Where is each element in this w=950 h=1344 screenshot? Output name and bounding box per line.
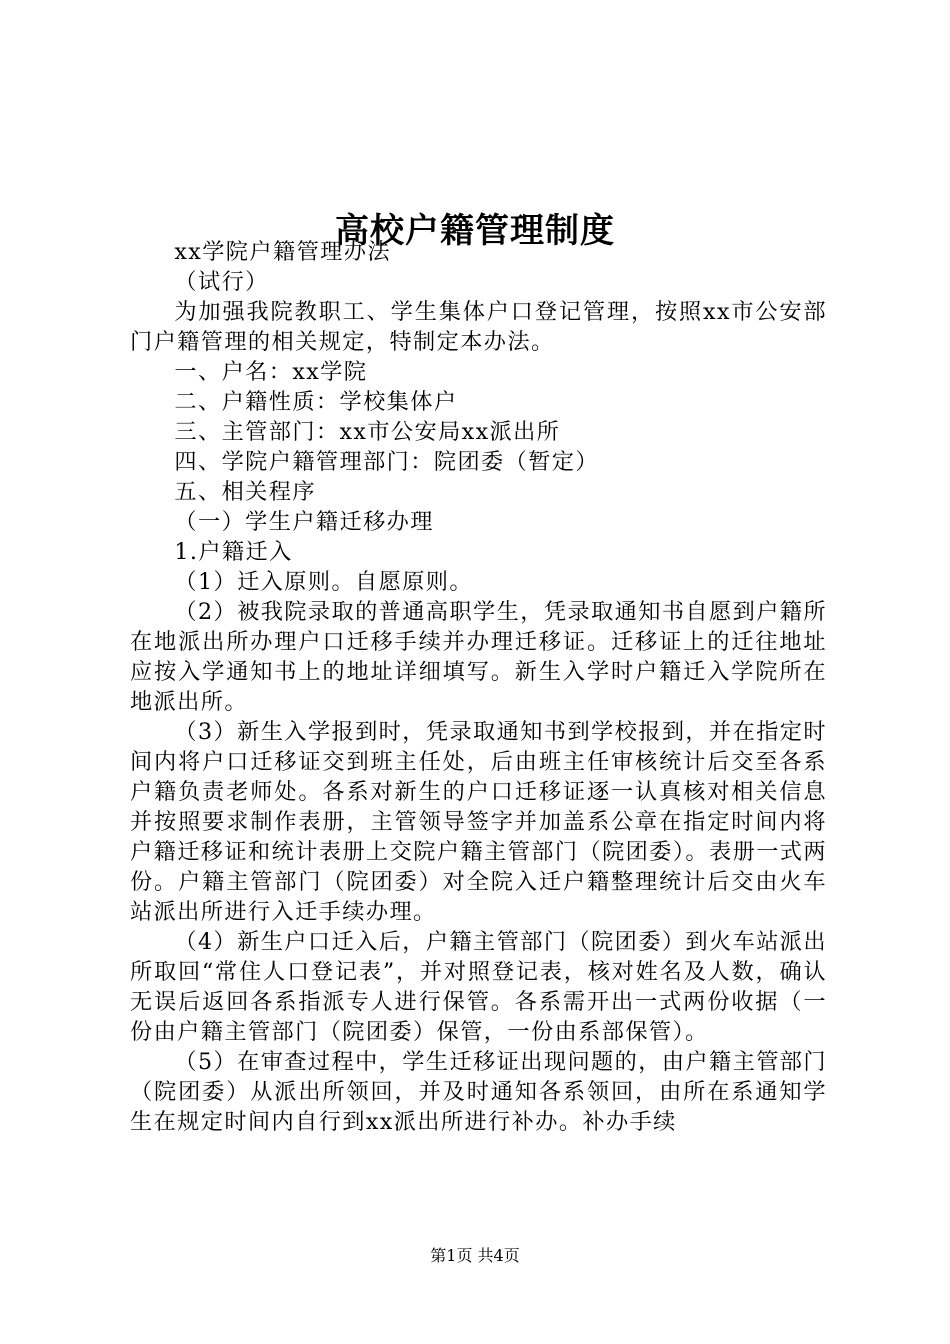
page-number: 第1页 共4页 [430,1246,520,1265]
item-household-name: 一、户名：xx学院 [174,359,368,385]
document-body [130,237,827,1137]
item-authority: 三、主管部门：xx市公安局xx派出所 [174,419,561,445]
paragraph-clause-3: （3）新生入学报到时，凭录取通知书到学校报到，并在指定时间内将户口迁移证交到班主任处，后由班主任审核统计后交至各系户籍负责老师处。各系对新生的户口迁移证逐一认真核对相关信息并按照要求制作表册，主管领导签字并加盖系公章在指定时间内将户籍迁移证和统计表册上交院户籍主管部门（院团委）。表册一式两份。户籍主管部门（院团委）对全院入迁户籍整理统计后交由火车站派出所进行入迁手续办理。 [130,719,827,925]
paragraph-intro: 为加强我院教职工、学生集体户口登记管理，按照xx市公安部门户籍管理的相关规定，特制定本办法。 [130,299,827,355]
subheading-transfer-in: 1.户籍迁入 [174,539,293,565]
item-management-dept: 四、学院户籍管理部门：院团委（暂定） [174,449,599,475]
item-household-type: 二、户籍性质：学校集体户 [174,389,458,415]
subsection-heading-student-transfer: （一）学生户籍迁移办理 [174,509,434,535]
paragraph-clause-2: （2）被我院录取的普通高职学生，凭录取通知书自愿到户籍所在地派出所办理户口迁移手续并办理迁移证。迁移证上的迁往地址应按入学通知书上的地址详细填写。新生入学时户籍迁入学院所在地派出所。 [130,599,827,715]
paragraph-clause-5: （5）在审查过程中，学生迁移证出现问题的，由户籍主管部门（院团委）从派出所领回，并及时通知各系领回，由所在系通知学生在规定时间内自行到xx派出所进行补办。补办手续 [130,1049,827,1135]
paragraph-clause-1: （1）迁入原则。自愿原则。 [174,569,473,595]
page-title: 高校户籍管理制度 [335,210,615,251]
subtitle: xx学院户籍管理办法 [174,239,391,265]
paragraph-clause-4: （4）新生户口迁入后，户籍主管部门（院团委）到火车站派出所取回“常住人口登记表”，并对照登记表，核对姓名及人数，确认无误后返回各系指派专人进行保管。各系需开出一式两份收据（一份由户籍主管部门（院团委）保管，一份由系部保管）。 [130,929,827,1045]
section-heading-procedures: 五、相关程序 [174,479,316,505]
trial-note: （试行） [174,269,269,295]
